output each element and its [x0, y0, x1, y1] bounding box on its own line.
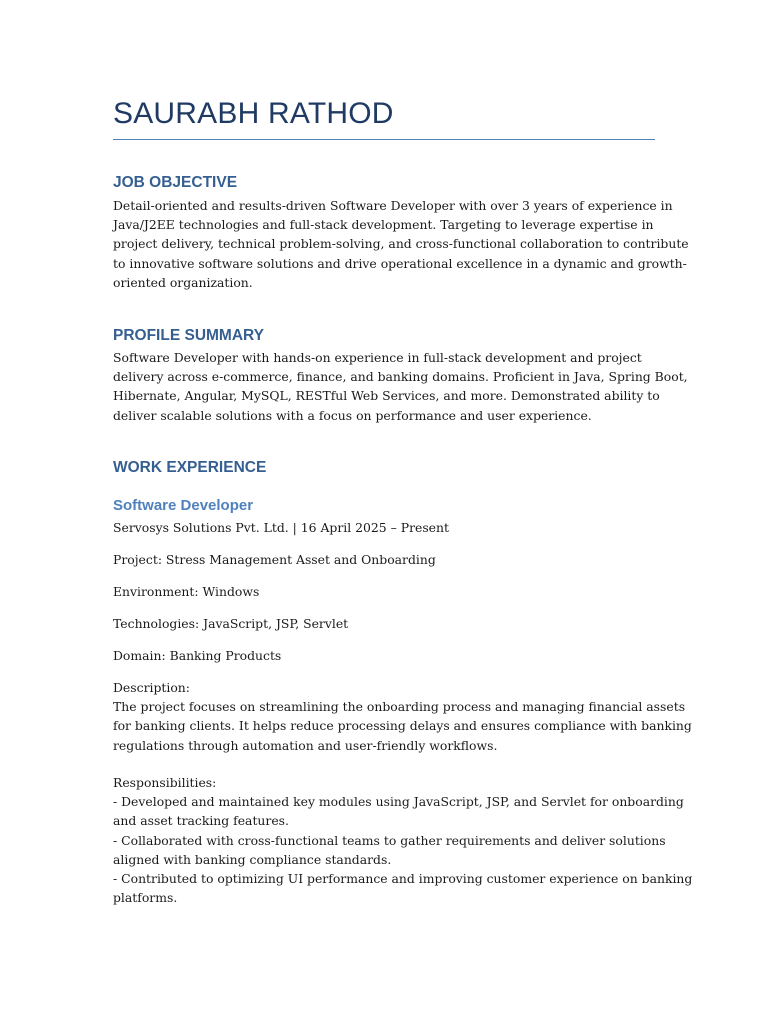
project-line — [113, 550, 655, 569]
environment-line — [113, 582, 655, 601]
description-line: for banking clients. It helps reduce processing delays and ensures compliance with banking — [113, 718, 692, 734]
job-objective-heading: JOB OBJECTIVE — [113, 174, 238, 191]
company-line-text: Servosys Solutions Pvt. Ltd. | 16 April 2025 – Present — [113, 520, 449, 535]
profile-summary-heading: PROFILE SUMMARY — [113, 327, 264, 344]
responsibilities-label: Responsibilities: — [113, 775, 217, 790]
profile-summary-text — [113, 348, 688, 425]
description-line: The project focuses on streamlining the onboarding process and managing financial assets — [113, 699, 686, 715]
company-line — [113, 518, 655, 537]
name-divider — [113, 139, 655, 140]
job-objective-line: Java/J2EE technologies and full-stack development. Targeting to leverage expertise in — [113, 217, 654, 233]
job-objective-line: to innovative software solutions and drive operational excellence in a dynamic and growth- — [113, 255, 687, 271]
job-objective-line: oriented organization. — [113, 274, 253, 290]
profile-summary-line: Hibernate, Angular, MySQL, RESTful Web Services, and more. Demonstrated ability to — [113, 388, 660, 404]
responsibility-line: - Collaborated with cross-functional teams to gather requirements and deliver solutions — [113, 832, 666, 848]
technologies-line-text: Technologies: JavaScript, JSP, Servlet — [113, 616, 349, 631]
description-block — [113, 678, 692, 755]
job-title: Software Developer — [113, 497, 254, 514]
description-line: regulations through automation and user-friendly workflows. — [113, 737, 498, 753]
work-experience-heading: WORK EXPERIENCE — [113, 459, 267, 476]
profile-summary-line: deliver scalable solutions with a focus on performance and user experience. — [113, 407, 592, 423]
responsibility-line: aligned with banking compliance standards. — [113, 851, 392, 867]
project-line-text: Project: Stress Management Asset and Onboarding — [113, 552, 436, 567]
domain-line — [113, 646, 655, 665]
technologies-line — [113, 614, 655, 633]
responsibility-line: - Contributed to optimizing UI performance and improving customer experience on banking — [113, 871, 693, 887]
responsibility-line: platforms. — [113, 890, 178, 906]
profile-summary-line: Software Developer with hands-on experience in full-stack development and project — [113, 350, 642, 365]
job-objective-line: project delivery, technical problem-solving, and cross-functional collaboration to contribute — [113, 236, 689, 252]
description-label: Description: — [113, 680, 190, 695]
responsibility-line: - Developed and maintained key modules using JavaScript, JSP, and Servlet for onboarding — [113, 794, 684, 810]
profile-summary-line: delivery across e-commerce, finance, and banking domains. Proficient in Java, Spring Boot, — [113, 369, 688, 385]
domain-line-text: Domain: Banking Products — [113, 648, 282, 663]
job-objective-text — [113, 196, 689, 292]
responsibility-line: and asset tracking features. — [113, 813, 289, 829]
responsibilities-block — [113, 773, 693, 907]
environment-line-text: Environment: Windows — [113, 584, 260, 599]
job-objective-line: Detail-oriented and results-driven Software Developer with over 3 years of experience in — [113, 198, 673, 213]
candidate-name: SAURABH RATHOD — [113, 97, 394, 130]
